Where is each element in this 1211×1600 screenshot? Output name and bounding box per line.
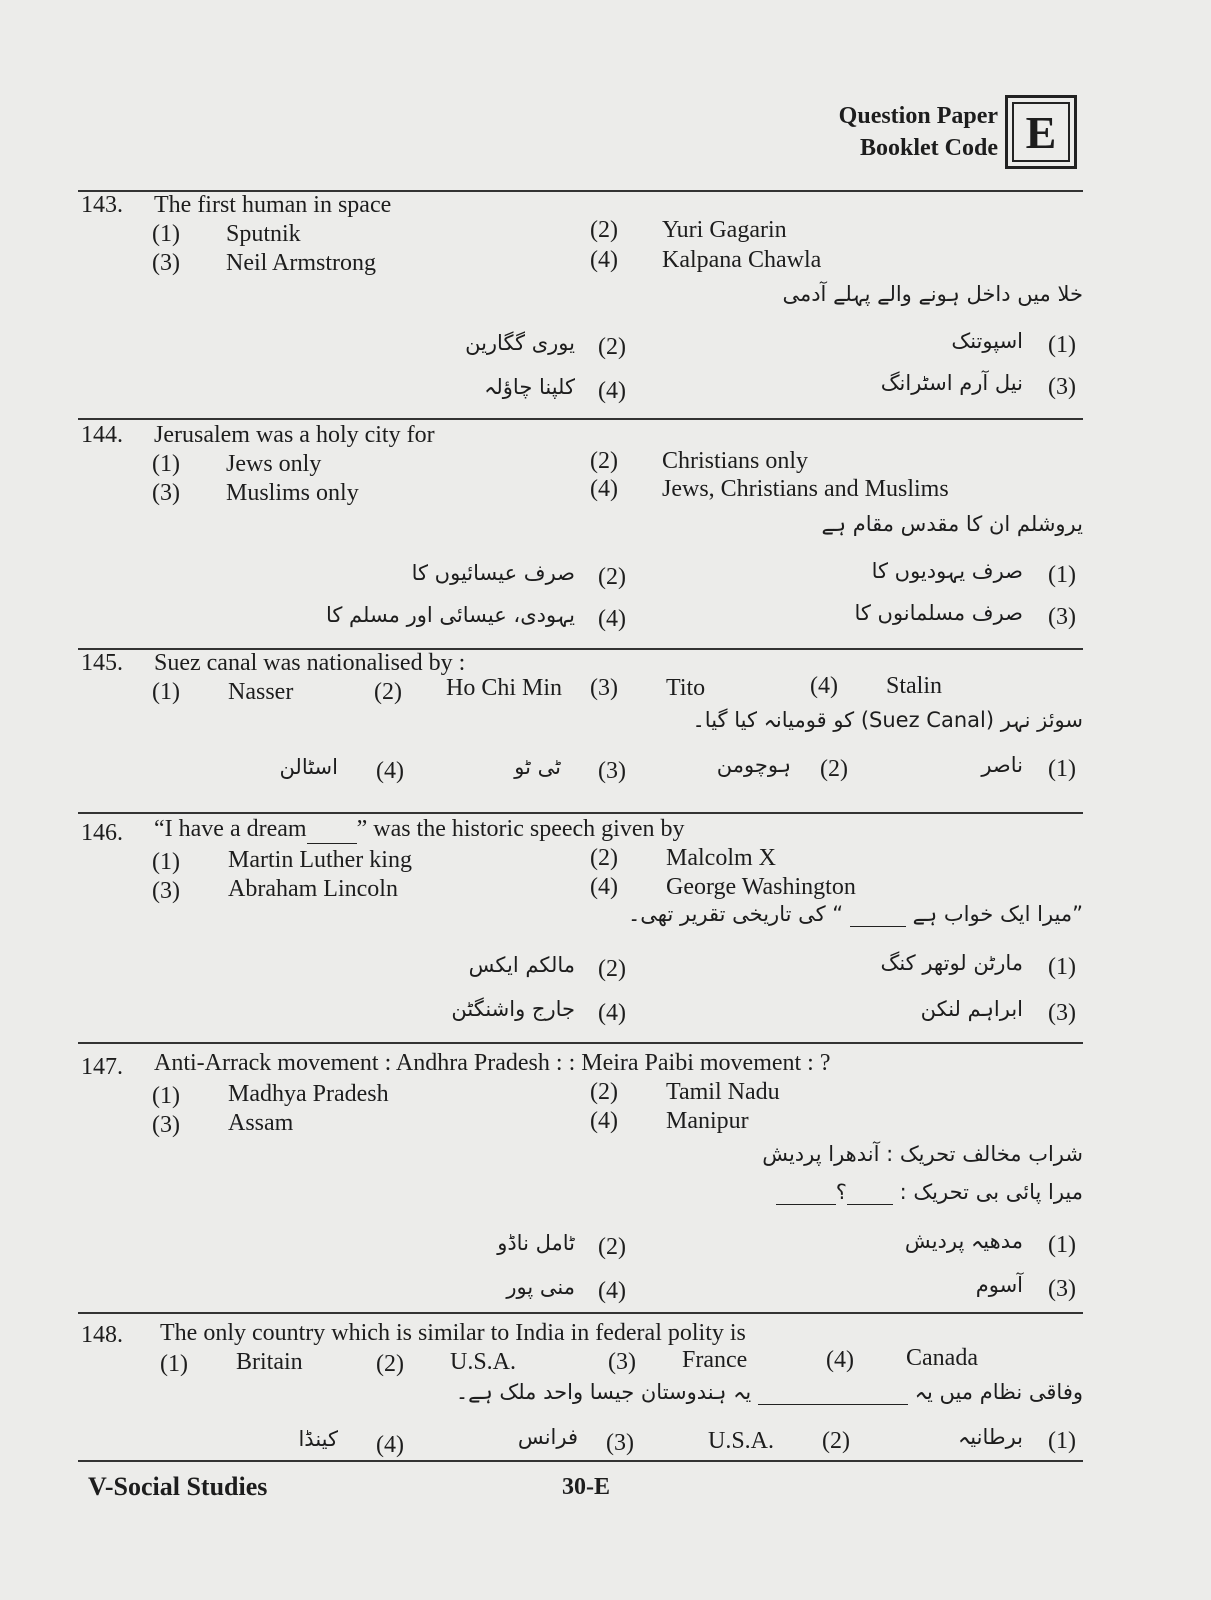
- option-number: (4): [590, 247, 618, 273]
- option-number: (3): [598, 758, 626, 784]
- question-text: Anti-Arrack movement : Andhra Pradesh : : Meira Paibi movement : ?: [154, 1050, 831, 1076]
- option-number: (4): [598, 378, 626, 404]
- urdu-option-text: برطانیہ: [957, 1425, 1023, 1449]
- option-text: Canada: [906, 1345, 978, 1371]
- option-number: (3): [608, 1349, 636, 1375]
- urdu-question-text: [628, 902, 1083, 927]
- option-number: (1): [160, 1351, 188, 1377]
- divider: [78, 1042, 1083, 1044]
- urdu-option-text: کلپنا چاؤلہ: [484, 375, 575, 399]
- urdu-option-text: ابراہم لنکن: [920, 997, 1023, 1021]
- urdu-option-text: مالکم ایکس: [468, 953, 575, 977]
- urdu-option-text: فرانس: [517, 1425, 578, 1449]
- option-number: (1): [1048, 1428, 1076, 1454]
- urdu-question-text: یروشلم ان کا مقدس مقام ہے: [821, 512, 1083, 536]
- option-number: (3): [152, 878, 180, 904]
- urdu-question-line2-text: میرا پائی بی تحریک :: [899, 1180, 1083, 1204]
- question-number: 145.: [81, 650, 123, 676]
- option-text: Yuri Gagarin: [662, 217, 787, 243]
- question-number: 148.: [81, 1322, 123, 1348]
- fill-in-blank: [758, 1380, 908, 1405]
- option-number: (2): [376, 1351, 404, 1377]
- option-number: (1): [152, 1083, 180, 1109]
- option-text: Assam: [228, 1110, 294, 1136]
- option-number: (1): [152, 679, 180, 705]
- question-text-part-a: “I have a dream: [154, 816, 307, 842]
- urdu-option-text: صرف عیسائیوں کا: [411, 561, 575, 585]
- option-text: Neil Armstrong: [226, 250, 376, 276]
- option-number: (3): [1048, 1276, 1076, 1302]
- booklet-code-letter: E: [1012, 102, 1070, 162]
- question-number: 147.: [81, 1054, 123, 1080]
- question-text-part-b: ” was the historic speech given by: [356, 816, 685, 842]
- urdu-question-part-b: “ کی تاریخی تقریر تھی۔: [627, 902, 844, 926]
- option-number: (1): [1048, 954, 1076, 980]
- option-number: (1): [152, 849, 180, 875]
- footer-subject: V-Social Studies: [88, 1472, 268, 1501]
- fill-in-blank: [850, 902, 906, 927]
- fill-in-blank: [847, 1180, 893, 1205]
- option-number: (2): [820, 756, 848, 782]
- question-text: Suez canal was nationalised by :: [154, 650, 466, 676]
- booklet-code-label-line2: Booklet Code: [860, 135, 998, 161]
- booklet-code-label-line1: Question Paper: [838, 103, 998, 129]
- question-text: Jerusalem was a holy city for: [154, 422, 435, 448]
- option-number: (1): [1048, 562, 1076, 588]
- option-text: France: [682, 1347, 748, 1373]
- urdu-option-text: صرف مسلمانوں کا: [854, 601, 1023, 625]
- urdu-option-text: اسٹالن: [279, 755, 338, 779]
- option-text: Jews, Christians and Muslims: [662, 476, 949, 502]
- fill-in-blank: [776, 1180, 836, 1205]
- option-number: (4): [376, 1432, 404, 1458]
- divider: [78, 812, 1083, 814]
- option-number: (4): [590, 476, 618, 502]
- option-number: (3): [152, 250, 180, 276]
- option-number: (2): [598, 564, 626, 590]
- option-number: (2): [590, 1079, 618, 1105]
- option-number: (3): [1048, 1000, 1076, 1026]
- urdu-option-text: ناصر: [981, 753, 1023, 777]
- fill-in-blank: [307, 816, 357, 844]
- option-text: Manipur: [666, 1108, 749, 1134]
- urdu-question-part-a: وفاقی نظام میں یہ: [914, 1380, 1083, 1404]
- option-text: Sputnik: [226, 221, 301, 247]
- option-text: Nasser: [228, 679, 294, 705]
- urdu-option-text: U.S.A.: [708, 1428, 775, 1454]
- option-text: Madhya Pradesh: [228, 1081, 389, 1107]
- question-mark: ؟: [835, 1180, 847, 1204]
- option-number: (2): [598, 334, 626, 360]
- option-text: Stalin: [886, 673, 943, 699]
- option-number: (3): [606, 1430, 634, 1456]
- urdu-option-text: نیل آرم اسٹرانگ: [880, 371, 1023, 395]
- option-number: (1): [1048, 756, 1076, 782]
- urdu-option-text: منی پور: [506, 1275, 575, 1299]
- urdu-option-text: ٹی ٹو: [514, 755, 561, 779]
- urdu-question-text: سوئز نہر (Suez Canal) کو قومیانہ کیا گیا۔: [692, 708, 1083, 732]
- option-number: (3): [1048, 604, 1076, 630]
- option-number: (1): [1048, 1232, 1076, 1258]
- urdu-option-text: مارٹن لوتھر کنگ: [880, 951, 1023, 975]
- option-text: George Washington: [666, 874, 856, 900]
- urdu-option-text: ہوچومن: [716, 753, 791, 777]
- option-number: (4): [826, 1347, 854, 1373]
- option-text: Ho Chi Min: [446, 675, 563, 701]
- urdu-option-text: کینڈا: [298, 1427, 338, 1451]
- divider: [78, 418, 1083, 420]
- option-text: Muslims only: [226, 480, 359, 506]
- urdu-option-text: ٹامل ناڈو: [497, 1231, 575, 1255]
- urdu-question-part-a: ”میرا ایک خواب ہے: [912, 902, 1083, 926]
- option-number: (4): [590, 874, 618, 900]
- urdu-question-text: [456, 1380, 1083, 1405]
- question-number: 146.: [81, 820, 123, 846]
- option-number: (2): [590, 217, 618, 243]
- urdu-question-part-b: یہ ہندوستان جیسا واحد ملک ہے۔: [455, 1380, 752, 1404]
- option-number: (2): [590, 845, 618, 871]
- option-text: Abraham Lincoln: [228, 876, 398, 902]
- option-number: (4): [598, 1000, 626, 1026]
- option-number: (1): [152, 221, 180, 247]
- option-number: (4): [810, 673, 838, 699]
- option-number: (3): [1048, 374, 1076, 400]
- urdu-question-text: خلا میں داخل ہونے والے پہلے آدمی: [782, 282, 1083, 306]
- urdu-option-text: یوری گگارین: [465, 331, 575, 355]
- urdu-option-text: مدھیہ پردیش: [904, 1229, 1023, 1253]
- urdu-option-text: آسوم: [975, 1273, 1023, 1297]
- option-number: (3): [152, 480, 180, 506]
- question-text: The first human in space: [154, 192, 392, 218]
- option-text: Kalpana Chawla: [662, 247, 822, 273]
- option-number: (3): [590, 675, 618, 701]
- urdu-question-line2: [776, 1180, 1083, 1205]
- option-text: Martin Luther king: [228, 847, 412, 873]
- footer-page-number: 30-E: [562, 1474, 610, 1500]
- urdu-option-text: یہودی، عیسائی اور مسلم کا: [325, 603, 575, 627]
- option-number: (4): [376, 758, 404, 784]
- question-text: [154, 816, 684, 844]
- option-text: Christians only: [662, 448, 809, 474]
- divider: [78, 1312, 1083, 1314]
- option-text: Britain: [236, 1349, 303, 1375]
- divider: [78, 1460, 1083, 1462]
- option-text: Tito: [666, 675, 706, 701]
- question-number: 144.: [81, 422, 123, 448]
- question-number: 143.: [81, 192, 123, 218]
- urdu-option-text: جارج واشنگٹن: [451, 997, 575, 1021]
- option-number: (4): [598, 606, 626, 632]
- option-text: Jews only: [226, 451, 322, 477]
- option-number: (2): [822, 1428, 850, 1454]
- option-text: U.S.A.: [450, 1349, 517, 1375]
- option-number: (3): [152, 1112, 180, 1138]
- option-number: (1): [1048, 332, 1076, 358]
- urdu-option-text: اسپوتنک: [951, 329, 1023, 353]
- option-number: (2): [590, 448, 618, 474]
- question-text: The only country which is similar to India in federal polity is: [160, 1320, 746, 1346]
- urdu-option-text: صرف یہودیوں کا: [871, 559, 1023, 583]
- booklet-code-label: [806, 100, 998, 164]
- urdu-question-line1: شراب مخالف تحریک : آندھرا پردیش: [762, 1142, 1083, 1166]
- booklet-code-box: [1005, 95, 1077, 169]
- option-number: (4): [598, 1278, 626, 1304]
- option-number: (1): [152, 451, 180, 477]
- option-text: Tamil Nadu: [666, 1079, 780, 1105]
- option-number: (4): [590, 1108, 618, 1134]
- option-number: (2): [598, 956, 626, 982]
- option-text: Malcolm X: [666, 845, 776, 871]
- option-number: (2): [598, 1234, 626, 1260]
- option-number: (2): [374, 679, 402, 705]
